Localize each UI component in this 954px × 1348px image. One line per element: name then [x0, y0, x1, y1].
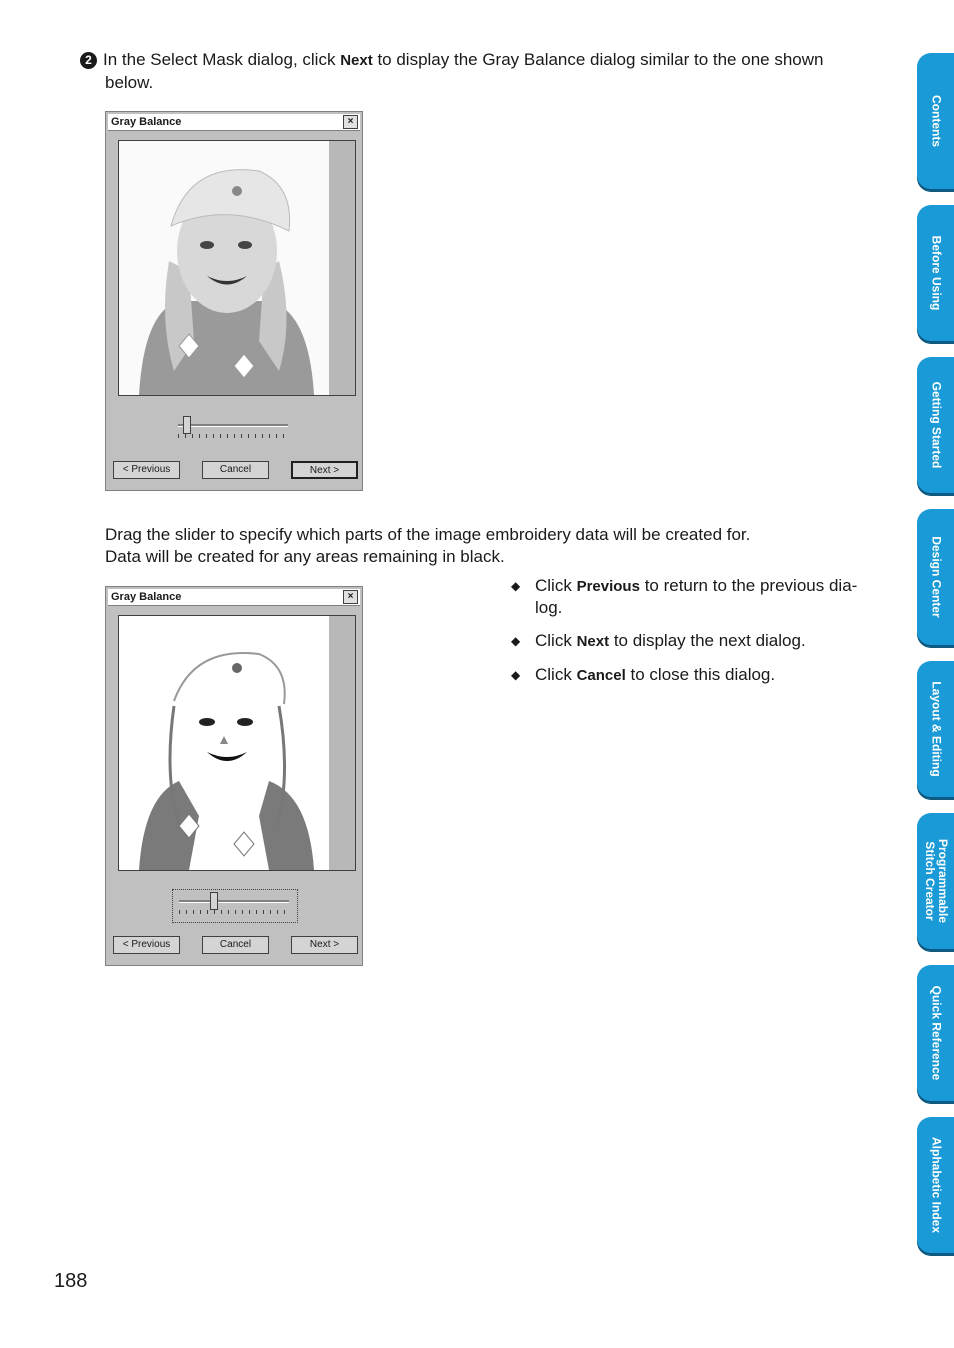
page-number: 188	[54, 1270, 88, 1292]
girl-photo-thresholded	[119, 616, 329, 870]
tab-layout-editing[interactable]: Layout & Editing	[917, 661, 954, 797]
dialog-title: Gray Balance	[111, 591, 182, 603]
girl-photo	[119, 141, 329, 395]
dialog-title: Gray Balance	[111, 116, 182, 128]
previous-button[interactable]: < Previous	[113, 936, 180, 954]
close-icon[interactable]: ×	[343, 590, 358, 604]
gray-slider-2[interactable]	[172, 889, 298, 923]
tab-label-line: Programmable	[935, 838, 950, 924]
tab-contents[interactable]: Contents	[917, 53, 954, 189]
previous-button[interactable]: < Previous	[113, 461, 180, 479]
cancel-button[interactable]: Cancel	[202, 461, 269, 479]
image-preview	[118, 615, 356, 871]
preview-strip	[329, 616, 355, 870]
gray-balance-dialog-2	[105, 586, 363, 966]
bullet-icon: ◆	[511, 668, 521, 682]
bullet-icon: ◆	[511, 634, 521, 648]
bullet-icon: ◆	[511, 579, 521, 593]
cancel-button[interactable]: Cancel	[202, 936, 269, 954]
tab-label-line: Stitch Creator	[922, 841, 937, 921]
next-button[interactable]: Next >	[291, 461, 358, 479]
gray-balance-dialog-1	[105, 111, 363, 491]
next-ref: Next	[340, 52, 373, 69]
slider-thumb[interactable]	[183, 416, 191, 434]
dialog-title-bar	[108, 114, 360, 131]
next-button[interactable]: Next >	[291, 936, 358, 954]
slider-track	[178, 424, 288, 427]
tab-getting-started[interactable]: Getting Started	[917, 357, 954, 493]
tab-design-center[interactable]: Design Center	[917, 509, 954, 645]
bullet-previous-cont: log.	[535, 598, 563, 617]
step-number: 2	[80, 52, 97, 69]
slider-ticks	[179, 910, 289, 914]
slider-thumb[interactable]	[210, 892, 218, 910]
tab-quick-reference[interactable]: Quick Reference	[917, 965, 954, 1101]
intro-line-2: below.	[105, 73, 154, 92]
preview-strip	[329, 141, 355, 395]
tab-alphabetic-index[interactable]: Alphabetic Index	[917, 1117, 954, 1253]
gray-slider-1[interactable]	[172, 414, 296, 446]
tab-programmable-stitch-creator[interactable]	[917, 813, 954, 949]
instruction-line-2: Data will be created for any areas remaining in black.	[105, 547, 505, 566]
instruction-line-1: Drag the slider to specify which parts of the image embroidery data will be created for.	[105, 525, 751, 544]
slider-track	[179, 900, 289, 903]
bullet-next: Click Next to display the next dialog.	[535, 631, 806, 650]
bullet-previous: Click Previous to return to the previous dia-	[535, 576, 858, 595]
tab-before-using[interactable]: Before Using	[917, 205, 954, 341]
slider-ticks	[178, 434, 288, 438]
intro-line-1: 2 In the Select Mask dialog, click Next to display the Gray Balance dialog similar to the one shown	[80, 49, 823, 72]
close-icon[interactable]: ×	[343, 115, 358, 129]
bullet-cancel: Click Cancel to close this dialog.	[535, 665, 776, 684]
image-preview	[118, 140, 356, 396]
dialog-title-bar	[108, 589, 360, 606]
